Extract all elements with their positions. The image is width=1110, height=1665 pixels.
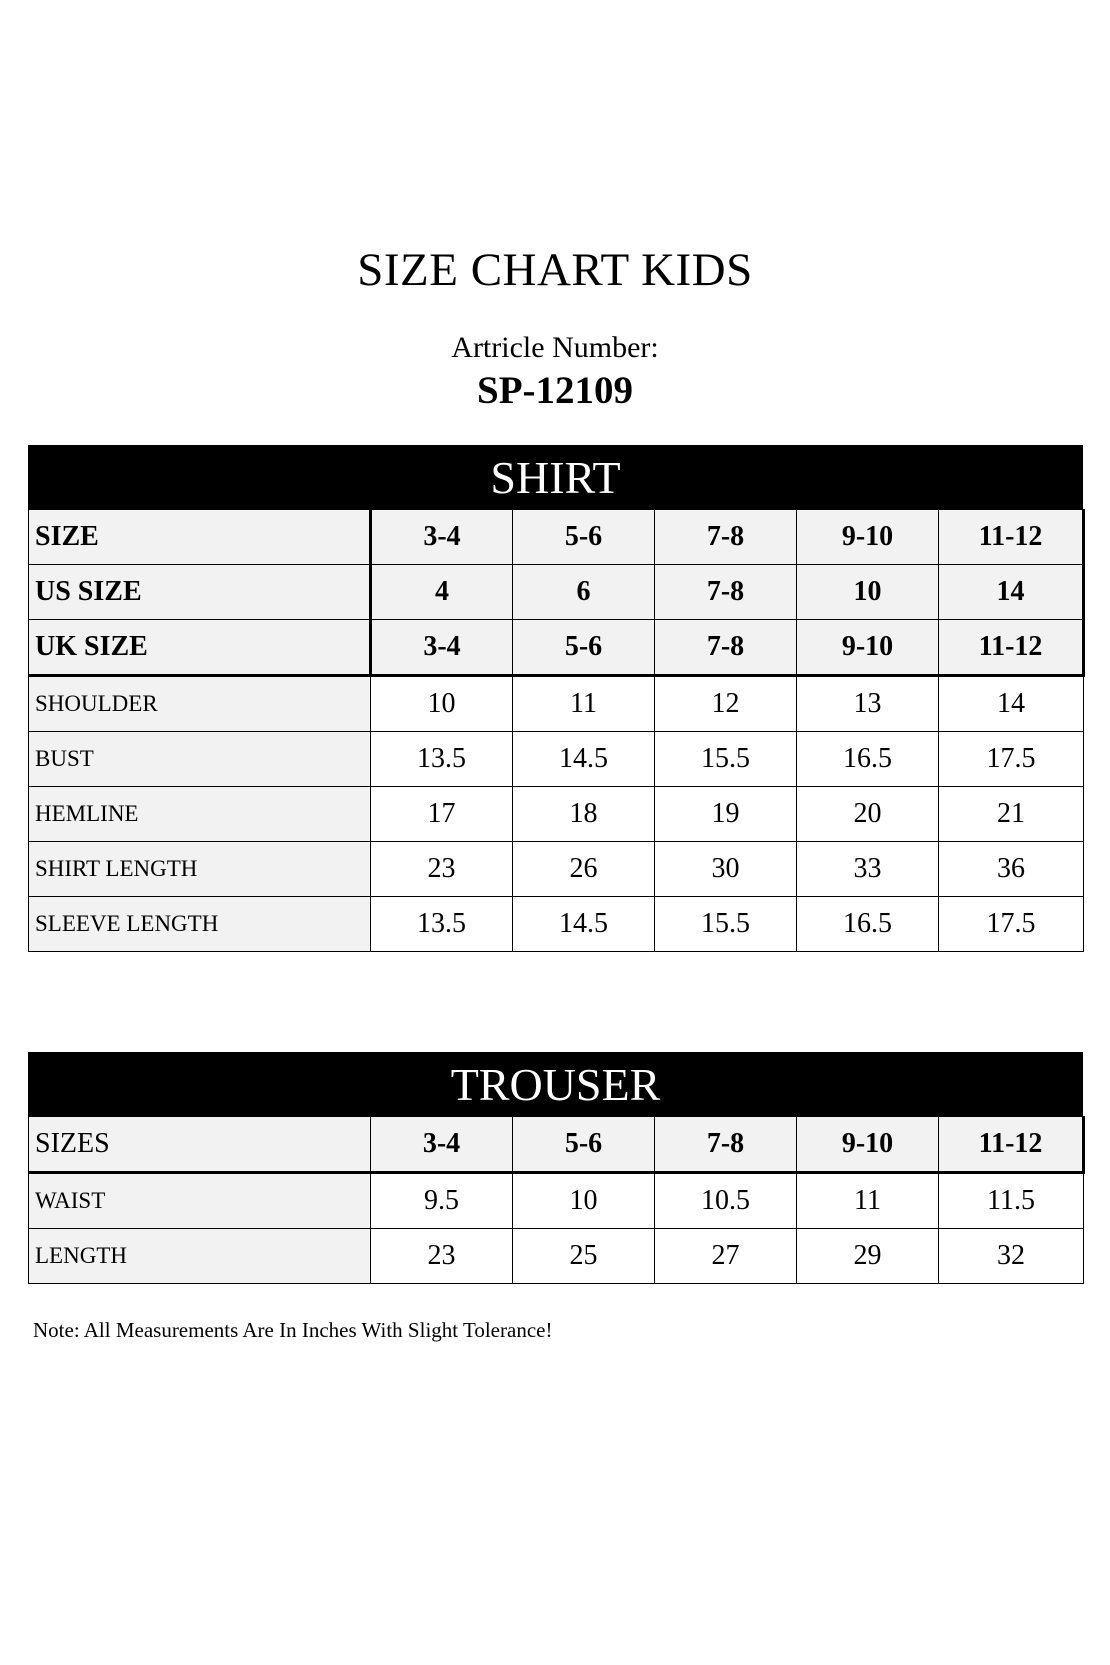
table-cell: 30: [655, 842, 797, 897]
row-label: SIZES: [29, 1117, 371, 1173]
table-cell: 12: [655, 676, 797, 732]
table-cell: 14.5: [513, 897, 655, 952]
row-label: US SIZE: [29, 565, 371, 620]
table-row: [29, 565, 1084, 620]
table-cell: 15.5: [655, 732, 797, 787]
row-label: SLEEVE LENGTH: [29, 897, 371, 952]
row-label: BUST: [29, 732, 371, 787]
table-cell: 21: [939, 787, 1084, 842]
table-cell: 9-10: [797, 510, 939, 565]
table-cell: 17.5: [939, 732, 1084, 787]
table-cell: 3-4: [371, 1117, 513, 1173]
table-cell: 14.5: [513, 732, 655, 787]
table-cell: 10.5: [655, 1173, 797, 1229]
table-row: [29, 1229, 1084, 1284]
table-cell: 5-6: [513, 620, 655, 676]
row-label: LENGTH: [29, 1229, 371, 1284]
table-cell: 15.5: [655, 897, 797, 952]
table-cell: 17.5: [939, 897, 1084, 952]
table-cell: 29: [797, 1229, 939, 1284]
table-cell: 3-4: [371, 620, 513, 676]
table-cell: 11: [797, 1173, 939, 1229]
page-title: SIZE CHART KIDS: [357, 244, 753, 296]
table-cell: 4: [371, 565, 513, 620]
table-cell: 9.5: [371, 1173, 513, 1229]
table-cell: 16.5: [797, 897, 939, 952]
table-cell: 14: [939, 565, 1084, 620]
table-cell: 5-6: [513, 1117, 655, 1173]
shirt-size-table: [28, 509, 1085, 952]
table-cell: 5-6: [513, 510, 655, 565]
table-cell: 23: [371, 1229, 513, 1284]
measurement-note: Note: All Measurements Are In Inches With Slight Tolerance!: [33, 1318, 553, 1342]
table-cell: 9-10: [797, 620, 939, 676]
shirt-heading: SHIRT: [28, 445, 1083, 509]
table-row: [29, 510, 1084, 565]
table-cell: 6: [513, 565, 655, 620]
table-cell: 13: [797, 676, 939, 732]
table-cell: 10: [513, 1173, 655, 1229]
table-row: [29, 842, 1084, 897]
table-cell: 7-8: [655, 510, 797, 565]
table-cell: 23: [371, 842, 513, 897]
table-cell: 11: [513, 676, 655, 732]
table-cell: 18: [513, 787, 655, 842]
row-label: UK SIZE: [29, 620, 371, 676]
table-cell: 13.5: [371, 732, 513, 787]
table-cell: 7-8: [655, 620, 797, 676]
row-label: HEMLINE: [29, 787, 371, 842]
row-label: SHIRT LENGTH: [29, 842, 371, 897]
table-cell: 7-8: [655, 1117, 797, 1173]
table-cell: 10: [371, 676, 513, 732]
table-cell: 9-10: [797, 1117, 939, 1173]
table-row: [29, 897, 1084, 952]
table-cell: 7-8: [655, 565, 797, 620]
table-cell: 11-12: [939, 510, 1084, 565]
table-row: [29, 787, 1084, 842]
table-cell: 14: [939, 676, 1084, 732]
trouser-section: [28, 1052, 1083, 1284]
table-cell: 3-4: [371, 510, 513, 565]
article-number: SP-12109: [477, 369, 633, 412]
table-cell: 20: [797, 787, 939, 842]
table-cell: 26: [513, 842, 655, 897]
table-row: [29, 676, 1084, 732]
article-number-label: Artricle Number:: [451, 331, 659, 364]
table-cell: 13.5: [371, 897, 513, 952]
table-cell: 10: [797, 565, 939, 620]
table-row: [29, 620, 1084, 676]
row-label: SHOULDER: [29, 676, 371, 732]
row-label: SIZE: [29, 510, 371, 565]
table-cell: 27: [655, 1229, 797, 1284]
table-cell: 11-12: [939, 620, 1084, 676]
table-cell: 16.5: [797, 732, 939, 787]
row-label: WAIST: [29, 1173, 371, 1229]
table-row: [29, 732, 1084, 787]
table-cell: 19: [655, 787, 797, 842]
table-row: [29, 1117, 1084, 1173]
table-cell: 11.5: [939, 1173, 1084, 1229]
table-cell: 17: [371, 787, 513, 842]
table-cell: 25: [513, 1229, 655, 1284]
shirt-section: [28, 445, 1083, 952]
table-cell: 32: [939, 1229, 1084, 1284]
table-cell: 11-12: [939, 1117, 1084, 1173]
table-cell: 33: [797, 842, 939, 897]
table-cell: 36: [939, 842, 1084, 897]
trouser-heading: TROUSER: [28, 1052, 1083, 1116]
trouser-size-table: [28, 1116, 1085, 1284]
table-row: [29, 1173, 1084, 1229]
